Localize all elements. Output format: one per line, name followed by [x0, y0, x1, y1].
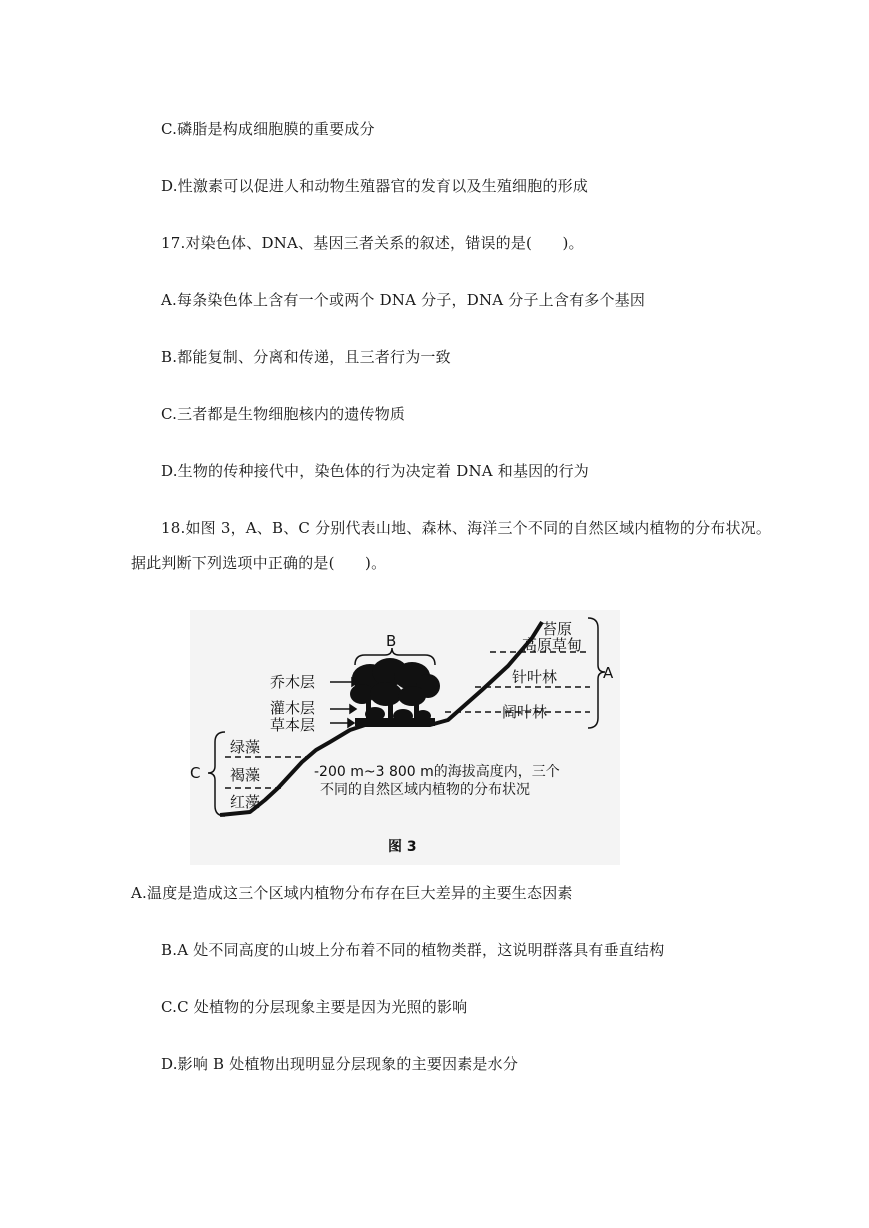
zone-broadleaf: 阔叶林	[502, 703, 548, 721]
zone-brown-algae: 褐藻	[230, 766, 261, 784]
question-18-stem-cont: 据此判断下列选项中正确的是( )。	[131, 554, 387, 572]
label-a: A	[603, 664, 614, 682]
question-17-stem: 17.对染色体、DNA、基因三者关系的叙述，错误的是( )。	[161, 234, 584, 252]
option-18a: A.温度是造成这三个区域内植物分布存在巨大差异的主要生态因素	[131, 884, 573, 902]
layer-herb: 草本层	[270, 716, 316, 734]
option-17c: C.三者都是生物细胞核内的遗传物质	[161, 405, 406, 423]
zone-tundra: 苔原	[542, 620, 573, 638]
option-18b: B.A 处不同高度的山坡上分布着不同的植物类群，这说明群落具有垂直结构	[161, 941, 665, 959]
zone-meadow: 高原草甸	[522, 636, 583, 654]
option-18d: D.影响 B 处植物出现明显分层现象的主要因素是水分	[161, 1055, 519, 1073]
figure-3	[190, 610, 620, 865]
label-c: C	[190, 764, 201, 782]
option-16c: C.磷脂是构成细胞膜的重要成分	[161, 120, 375, 138]
zone-green-algae: 绿藻	[230, 738, 261, 756]
layer-tree: 乔木层	[270, 673, 316, 691]
figure-description-2: 不同的自然区域内植物的分布状况	[320, 782, 530, 798]
zone-red-algae: 红藻	[230, 793, 261, 811]
option-17d: D.生物的传种接代中，染色体的行为决定着 DNA 和基因的行为	[161, 462, 589, 480]
layer-shrub: 灌木层	[270, 699, 316, 717]
question-18-stem: 18.如图 3，A、B、C 分别代表山地、森林、海洋三个不同的自然区域内植物的分布状况。	[161, 519, 772, 537]
vegetation-diagram	[190, 610, 620, 865]
zone-conifer: 针叶林	[512, 668, 558, 686]
option-17b: B.都能复制、分离和传递，且三者行为一致	[161, 348, 451, 366]
label-b: B	[386, 632, 397, 650]
option-17a: A.每条染色体上含有一个或两个 DNA 分子，DNA 分子上含有多个基因	[161, 291, 646, 309]
figure-caption: 图 3	[388, 839, 417, 855]
option-16d: D.性激素可以促进人和动物生殖器官的发育以及生殖细胞的形成	[161, 177, 589, 195]
option-18c: C.C 处植物的分层现象主要是因为光照的影响	[161, 998, 468, 1016]
figure-description-1: -200 m~3 800 m的海拔高度内，三个	[314, 764, 560, 780]
